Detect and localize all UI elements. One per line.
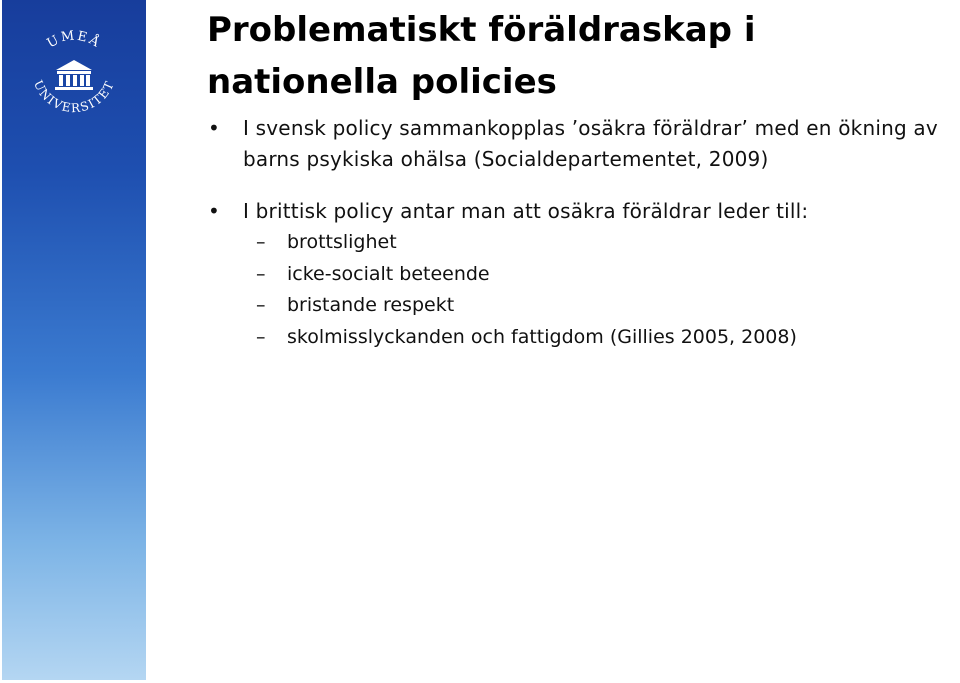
bullet-text: I svensk policy sammankopplas ’osäkra föräldrar’ med en ökning av barns psykiska ohälsa (Socialdepartementet, 2009) — [243, 116, 938, 171]
slide-title: Problematiskt föräldraskap i nationella policies — [207, 10, 756, 102]
sub-bullet-text: bristande respekt — [287, 294, 455, 316]
bullet-item — [207, 196, 960, 227]
sub-bullet-text: skolmisslyckanden och fattigdom (Gillies 2005, 2008) — [287, 325, 797, 348]
dash-icon: – — [256, 231, 266, 253]
bullet-dot-icon: • — [208, 199, 220, 223]
sidebar-band — [2, 0, 146, 680]
dash-icon: – — [256, 262, 266, 285]
sub-bullet-item — [207, 227, 960, 259]
sub-bullet-item — [207, 322, 960, 354]
sub-bullet-text: icke-socialt beteende — [287, 262, 490, 285]
dash-icon: – — [256, 325, 266, 348]
slide-body — [207, 113, 960, 353]
bullet-dot-icon: • — [208, 116, 220, 140]
dash-icon: – — [256, 294, 266, 316]
sub-bullet-text: brottslighet — [287, 231, 397, 253]
sub-bullet-item — [207, 290, 960, 322]
svg-text:UMEÅ: UMEÅ — [44, 28, 104, 52]
university-seal-logo — [24, 26, 124, 126]
bullet-item — [207, 113, 960, 175]
sub-bullet-item — [207, 259, 960, 291]
bullet-text: I brittisk policy antar man att osäkra föräldrar leder till: — [243, 199, 809, 223]
svg-text:UNIVERSITET: UNIVERSITET — [30, 78, 118, 116]
